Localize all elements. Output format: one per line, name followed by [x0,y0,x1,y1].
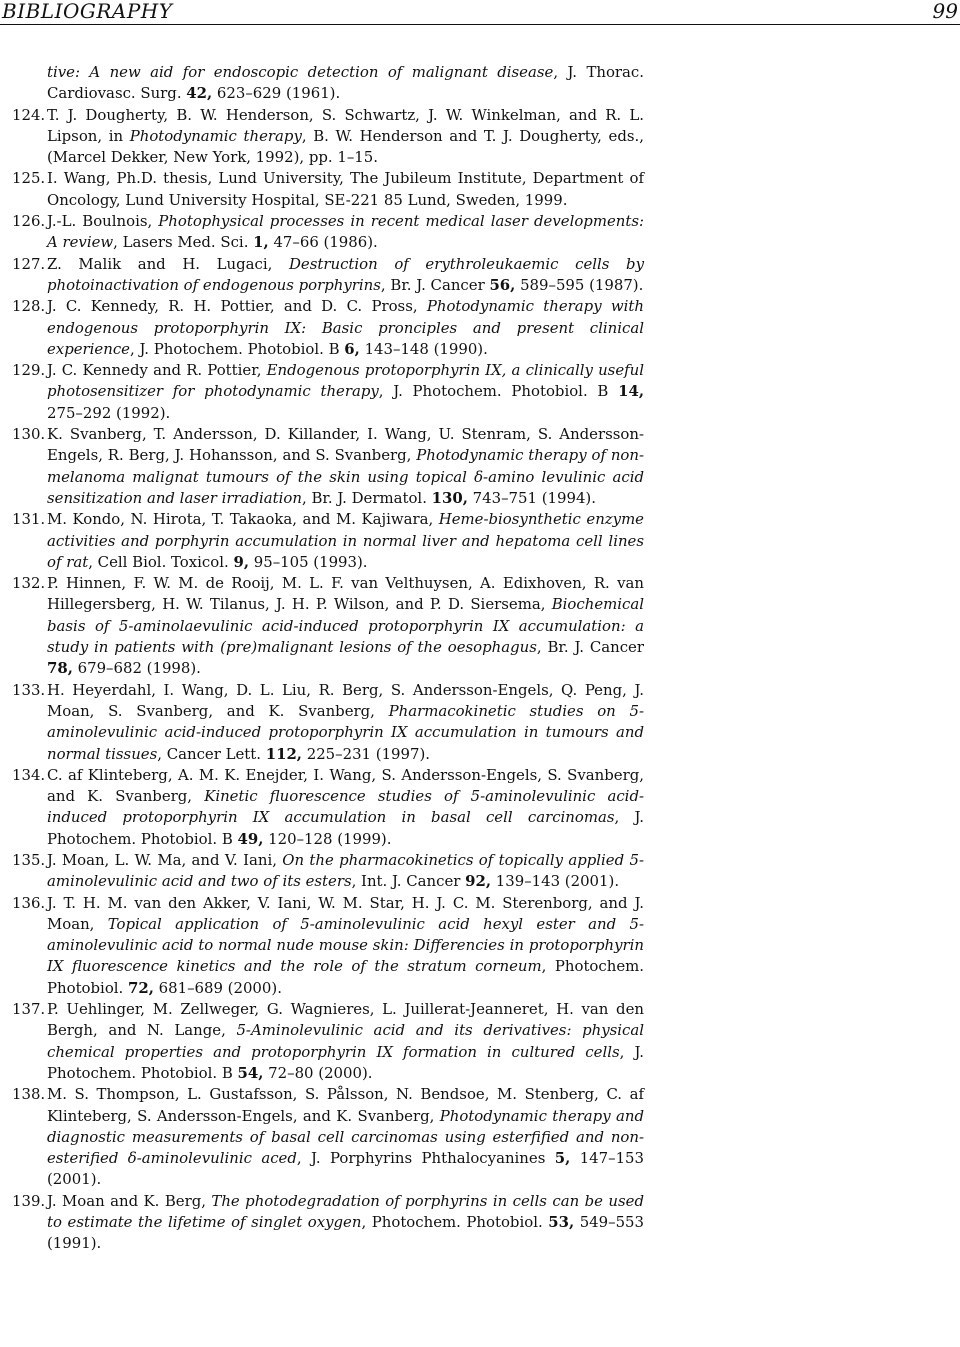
bibliography-entry [12,254,644,297]
entry-number: 132. [12,574,46,593]
entry-citation-text: J. Moan and K. Berg, [47,1191,212,1210]
entry-volume: 56, [489,275,516,294]
entry-citation-text: , Photochem. Photobiol. [361,1213,549,1232]
entry-text [47,510,644,571]
bibliography-entry [12,573,644,679]
entry-citation-text: P. Hinnen, F. W. M. de Rooij, M. L. F. van Velthuysen, A. Edixhoven, R. van Hillegersberg, H. W. Tilanus, J. H. P. Wilson, and P. D. Siersema, [47,574,644,614]
entry-citation-text: 275–292 (1992). [47,403,171,422]
entry-citation-text: T. J. Dougherty, B. W. Henderson, S. Schwartz, J. W. Winkelman, and R. L. Lipson, in [47,105,644,145]
entry-title: Heme-biosynthetic enzyme activities and porphyrin accumulation in normal liver and hepatoma cell lines of rat [47,510,644,571]
entry-number: 125. [12,169,46,188]
entry-title: The photodegradation of porphyrins in cells can be used to estimate the lifetime of singlet oxygen [47,1191,644,1232]
bibliography-entry [12,999,644,1084]
entry-volume: 5, [554,1149,571,1168]
entry-volume: 49, [237,829,264,848]
entry-text [47,212,644,251]
entry-number: 137. [12,1000,46,1019]
entry-text [47,851,644,890]
entry-volume: 72, [128,978,154,997]
entry-number: 127. [12,254,46,273]
entry-citation-text: M. S. Thompson, L. Gustafsson, S. Pålsson, N. Bendsoe, M. Stenberg, C. af Klinteberg, S. Andersson-Engels, and K. Svanberg, [47,1085,644,1125]
running-header [0,0,960,24]
entry-citation-text: 139–143 (2001). [491,872,620,891]
entry-text [47,63,644,102]
entry-citation-text: , Int. J. Cancer [351,872,466,891]
entry-number: 130. [12,425,46,444]
entry-title: Topical application of 5-aminolevulinic acid hexyl ester and 5-aminolevulinic acid to normal nude mouse skin: Differencies in protoporphyrin IX fluorescence kinetics and the role of the stratum corneum [47,914,644,976]
entry-citation-text: P. Uehlinger, M. Zellweger, G. Wagnieres, L. Juillerat-Jeanneret, H. van den Bergh, and N. Lange, [47,1000,644,1040]
bibliography-entry [12,211,644,254]
entry-citation-text: , Br. J. Cancer [380,275,490,294]
bibliography-entry [12,850,644,893]
entry-text [47,1000,644,1082]
entry-volume: 6, [344,339,360,358]
bibliography-entry [12,424,644,509]
entry-citation-text: , Br. J. Cancer [536,638,644,657]
bibliography-entry [12,105,644,169]
entry-citation-text: 549–553 (1991). [47,1213,644,1253]
entry-text [47,255,644,294]
entry-text [47,361,644,422]
entry-citation-text: J. C. Kennedy, R. H. Pottier, and D. C. Pross, [47,297,427,316]
entry-citation-text: , Photochem. Photobiol. [47,957,644,997]
entry-text [47,297,644,358]
entry-title: Kinetic fluorescence studies of 5-aminolevulinic acid-induced protoporphyrin IX accumulation in basal cell carcinomas [47,787,645,827]
entry-title: Pharmacokinetic studies on 5-aminolevulinic acid-induced protoporphyrin IX accumulation in tumours and normal tissues [47,701,644,763]
entry-volume: 92, [465,872,492,891]
entry-volume: 1, [253,233,269,252]
entry-citation-text: 143–148 (1990). [359,339,488,358]
entry-title: Endogenous protoporphyrin IX, a clinically useful photosensitizer for photodynamic therapy [47,361,645,401]
entry-citation-text: Z. Malik and H. Lugaci, [47,254,289,273]
entry-volume: 54, [237,1063,264,1082]
entry-number: 131. [12,510,46,529]
entry-citation-text: , J. Photochem. Photobiol. B [130,339,345,358]
entry-citation-text: , B. W. Henderson and T. J. Dougherty, eds., (Marcel Dekker, New York, 1992), pp. 1–15. [47,126,644,167]
entry-volume: 130, [431,488,468,507]
bibliography-entry [12,62,644,105]
entry-number: 128. [12,297,46,316]
entry-volume: 78, [47,659,73,678]
entry-citation-text: K. Svanberg, T. Andersson, D. Killander, I. Wang, U. Stenram, S. Andersson-Engels, R. Berg, J. Hohansson, and S. Svanberg, [47,425,644,465]
bibliography-entry [12,509,644,573]
entry-citation-text: 147–153 (2001). [47,1149,644,1189]
entry-citation-text: 47–66 (1986). [268,233,378,252]
entry-citation-text: , J. Photochem. Photobiol. B [47,1042,645,1082]
entry-title: Destruction of erythroleukaemic cells by photoinactivation of endogenous porphyrins [47,254,644,294]
bibliography-entry [12,765,644,850]
entry-citation-text: , J. Photochem. Photobiol. B [47,808,644,848]
entry-citation-text: J. T. H. M. van den Akker, V. Iani, W. M. Star, H. J. C. M. Sterenborg, and J. Moan, [47,893,644,933]
entry-volume: 9, [233,552,250,571]
entry-number: 139. [12,1191,46,1210]
entry-title: Biochemical basis of 5-aminolaevulinic acid-induced protoporphyrin IX accumulation: a study in patients with (pre)malignant lesions of the oesophagus [47,595,644,657]
entry-number: 134. [12,765,46,784]
entry-text [47,681,644,763]
entry-citation-text: 95–105 (1993). [249,552,368,571]
entry-number: 136. [12,893,46,912]
entry-citation-text: I. Wang, Ph.D. thesis, Lund University, The Jubileum Institute, Department of Oncology, Lund University Hospital, SE-221 85 Lund, Sweden, 1999. [47,169,644,209]
entry-title: tive: A new aid for endoscopic detection of malignant disease [47,63,554,81]
entry-volume: 112, [265,744,302,763]
entry-text [47,425,644,507]
entry-text [47,1192,644,1253]
entry-number: 133. [12,680,46,699]
entry-volume: 53, [548,1213,575,1232]
entry-citation-text: , Cancer Lett. [157,744,266,763]
entry-title: Photodynamic therapy [129,126,302,145]
bibliography-entry [12,1084,644,1190]
entry-volume: 14, [618,382,644,401]
entry-title: Photophysical processes in recent medical laser developments: A review [47,212,645,252]
entry-number: 126. [12,212,46,231]
entry-text [47,169,644,208]
entry-number: 124. [12,105,46,124]
entry-citation-text: 623–629 (1961). [212,84,341,103]
entry-citation-text: , Cell Biol. Toxicol. [88,552,234,571]
entry-text [47,1085,644,1188]
entry-citation-text: J. C. Kennedy and R. Pottier, [47,361,267,380]
entry-text [47,574,644,677]
entry-number: 129. [12,361,46,380]
entry-citation-text: 120–128 (1999). [263,829,392,848]
entry-title: 5-Aminolevulinic acid and its derivatives: physical chemical properties and protoporphyrin IX formation in cultured cells [47,1021,644,1061]
entry-citation-text: 681–689 (2000). [153,978,282,997]
entry-text [47,766,644,848]
bibliography-entry [12,680,644,765]
entry-citation-text: J. Moan, L. W. Ma, and V. Iani, [47,850,283,869]
entry-citation-text: , J. Porphyrins Phthalocyanines [296,1149,555,1168]
bibliography-entry [12,893,644,999]
entry-number: 135. [12,850,46,869]
entry-citation-text: , Br. J. Dermatol. [301,488,432,507]
bibliography-entry [12,360,644,424]
entry-citation-text: , J. Photochem. Photobiol. B [378,382,619,401]
entry-citation-text: , J. Thorac. Cardiovasc. Surg. [47,63,644,103]
entry-text [47,894,644,997]
running-header-title: BIBLIOGRAPHY [2,0,173,23]
bibliography-entry [12,1191,644,1255]
entry-citation-text: 72–80 (2000). [263,1063,373,1082]
entry-title: Photodynamic therapy and diagnostic measurements of basal cell carcinomas using esterfified and non-esterified δ-aminolevulinic aced [47,1106,644,1168]
entry-number: 138. [12,1085,46,1104]
entry-citation-text: , Lasers Med. Sci. [113,233,254,252]
entry-volume: 42, [186,84,213,103]
entry-citation-text: 225–231 (1997). [302,744,431,763]
entry-text [47,106,644,167]
entry-title: Photodynamic therapy with endogenous protoporphyrin IX: Basic pronciples and present clinical experience [47,297,644,358]
entry-citation-text: 679–682 (1998). [72,659,201,678]
entry-title: On the pharmacokinetics of topically applied 5-aminolevulinic acid and two of its esters [47,850,644,891]
entry-citation-text: M. Kondo, N. Hirota, T. Takaoka, and M. Kajiwara, [47,510,439,529]
entry-citation-text: C. af Klinteberg, A. M. K. Enejder, I. Wang, S. Andersson-Engels, S. Svanberg, and K. Svanberg, [47,765,644,806]
entry-citation-text: 743–751 (1994). [467,488,596,507]
entry-citation-text: 589–595 (1987). [515,275,644,294]
bibliography-entry [12,296,644,360]
bibliography-list [12,62,644,1255]
entry-citation-text: J.-L. Boulnois, [47,212,159,231]
page-number: 99 [932,0,958,23]
bibliography-entry [12,168,644,211]
header-rule [0,24,960,25]
entry-citation-text: H. Heyerdahl, I. Wang, D. L. Liu, R. Berg, S. Andersson-Engels, Q. Peng, J. Moan, S. Svanberg, and K. Svanberg, [47,680,644,720]
entry-title: Photodynamic therapy of non-melanoma malignat tumours of the skin using topical δ-amino levulinic acid sensitization and laser irradiation [47,446,644,507]
